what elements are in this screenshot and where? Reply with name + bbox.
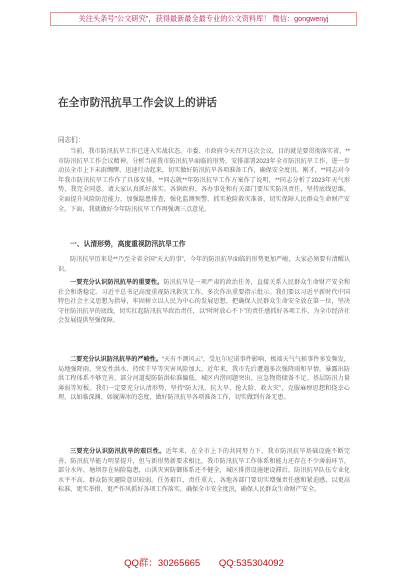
promo-banner: 关注头条号"公文研究"，获得最新最全最专业的公文资料库！ 微信：gongwenyj — [50, 12, 357, 26]
paragraph-intro: 当前，我市防汛抗旱工作已进入实战状态。市委、市政府今天召开这次会议，目的就是要贯彻落实省、**市防汛抗旱工作会议精神，分析当前我市防汛抗旱面临的形势，安排部署2023年全市防汛抗旱工作，进一步动员全市上下未雨绸缪、迅速行动起来，切实做好防汛抗旱各项准备工作，确保安全度汛。刚才，**同志对今年我市防汛抗旱工作作了具体安排，**同志就**年防汛抗旱工作方案作了说明，**同志分析了2023年天气形势，我完全同意。请大家认真抓好落实。各镇政府、各办事处和有关部门要压实防汛责任，坚持底线思维，全面提升风险防范能力，加强隐患排查，强化监测预警，抓实抢险救灾准备，切实保障人民群众生命财产安全。下面，我就做好今年防汛抗旱工作再强调三点意见。 — [58, 148, 350, 213]
point-severity-body: “天有不测风云”，受厄尔尼诺事件影响，极端天气气候事件多发频发，局地强降雨、突发性洪水、持续干旱等灾害风险加大。近年来，我市先后遭遇多次强降雨和旱情，暴露出防洪工程体系不够完善、部分河道堤防防洪标准偏低、城区内涝问题突出、应急物资储备不足、基层防汛力量薄弱等短板。我们一定要充分认清形势，坚持“防大汛、抗大旱、抢大险、救大灾”，克服麻痹思想和侥幸心理，以如临深渊、如履薄冰的态度，做好防汛抗旱各项准备工作，切实做到有备无患。 — [58, 356, 350, 402]
footer-qq: QQ:535304092 — [218, 558, 284, 569]
point-severity-lead: 二要充分认识防汛抗旱的严峻性。 — [70, 356, 162, 363]
footer-contact — [0, 555, 408, 569]
point-importance-lead: 一要充分认识防汛抗旱的重要性。 — [70, 279, 164, 286]
footer-qq-group: QQ群：30265665 — [124, 558, 201, 569]
point-difficulty-lead: 三要充分认识防汛抗旱的艰巨性。 — [70, 448, 166, 455]
paragraph-difficulty — [58, 447, 350, 495]
paragraph-context: 防汛抗旱历来是**乃至全省全国“天大的事”，今年的防汛抗旱面临的形势更加严峻，大家必须要有清醒认识。 — [58, 256, 350, 273]
paragraph-severity — [58, 355, 350, 403]
point-importance-body: 防汛抗旱是一项严肃的政治任务，直接关系人民群众生命财产安全和社会和谐稳定。习近平总书记高度重视防汛救灾工作，多次作出重要指示批示。我们要以习近平新时代中国特色社会主义思想为指导，牢固树立以人民为中心的发展思想，把确保人民群众生命安全放在第一位，坚决守住防汛抗旱的底线，切实扛起防汛抗旱政治责任，以“时时放心不下”的责任感抓好各项工作，为全市经济社会发展提供坚强保障。 — [58, 279, 351, 325]
paragraph-importance — [58, 278, 350, 326]
page-title: 在全市防汛抗旱工作会议上的讲话 — [58, 97, 217, 109]
point-difficulty-body: 近年来，在全市上下的共同努力下，我市防汛抗旱基础设施不断完善，防汛抗旱能力明显提升，但与新形势新要求相比，我市防汛抗旱工作体系和能力还存在不少薄弱环节，部分水库、塘坝存在病险隐患，山洪灾害防御体系还不健全，城区排涝设施建设滞后，防汛抗旱队伍专业化水平不高，群众防灾避险意识较弱。任务艰巨，责任重大，各地各部门要切实增强责任感和紧迫感，以更高标准、更实举措、更严作风抓好各项工作落实，确保全市安全度汛，确保人民群众生命财产安全。 — [58, 448, 351, 494]
section-heading: 一、认清形势，高度重视防汛抗旱工作 — [70, 241, 186, 248]
greeting: 同志们： — [58, 137, 85, 144]
